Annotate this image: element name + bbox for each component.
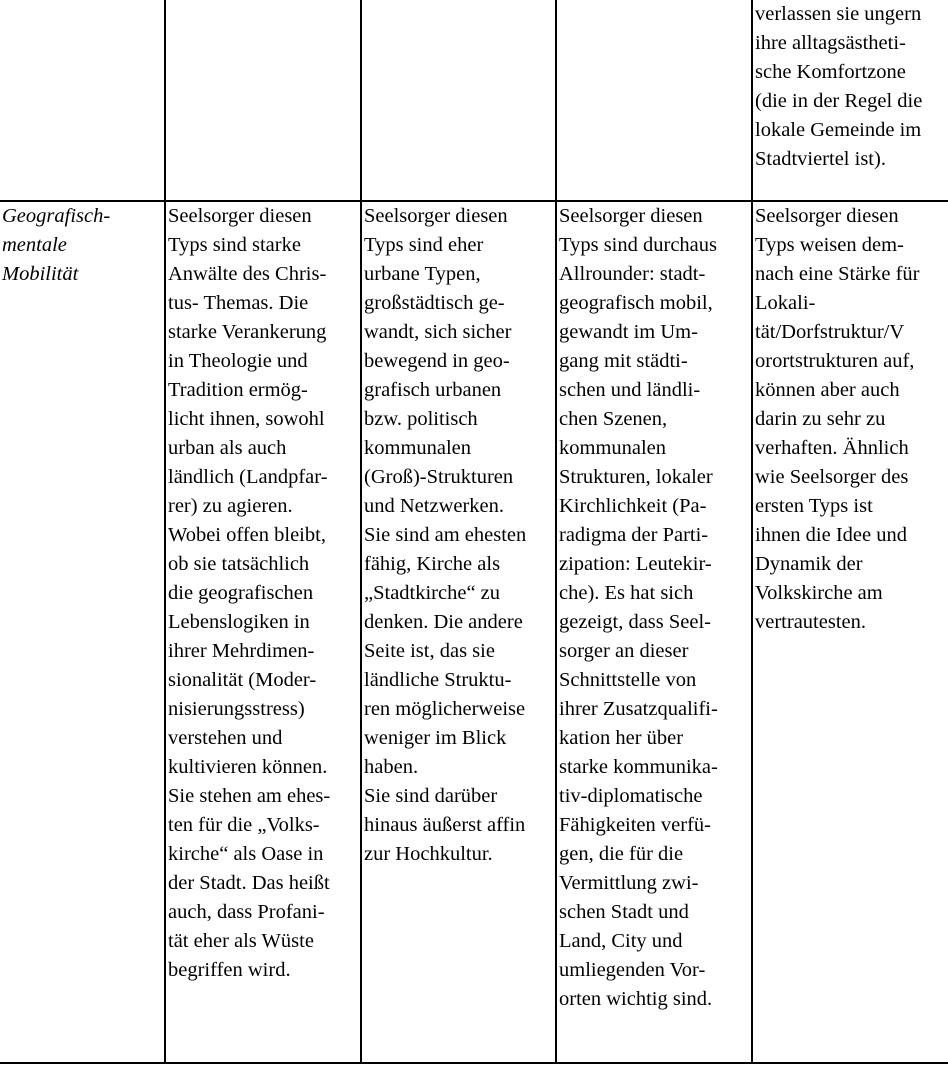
cell-top-col4 xyxy=(556,0,752,201)
cell-type1-text: Seelsorger diesen Typs sind starke Anwälte des Chris- tus- Themas. Die starke Verankerung in Theologie und Tradition ermög- licht ihnen, sowohl urban als auch ländlich (Landpfar- rer) zu agieren. Wobei offen bleibt, ob sie tatsächlich die geografischen Lebenslogiken in ihrer Mehrdimen- sionalität (Moder- nisierungsstress) verstehen und kultivieren können. Sie stehen am ehes- ten für die „Volks- kirche“ als Oase in der Stadt. Das heißt auch, dass Profani- tät eher als Wüste begriffen wird. xyxy=(165,201,361,1063)
cell-type2-text: Seelsorger diesen Typs sind eher urbane Typen, großstädtisch ge- wandt, sich sicher bewegend in geo- grafisch urbanen bzw. politisch kommunalen (Groß)-Strukturen und Netzwerken. Sie sind am ehesten fähig, Kirche als „Stadtkirche“ zu denken. Die andere Seite ist, das sie ländliche Struktu- ren möglicherweise weniger im Blick haben. Sie sind darüber hinaus äußerst affin zur Hochkultur. xyxy=(361,201,556,1063)
cell-top-col5: verlassen sie ungern ihre alltagsästheti- sche Komfortzone (die in der Regel die lokale Gemeinde im Stadtviertel ist). xyxy=(752,0,948,201)
cell-top-col3 xyxy=(361,0,556,201)
row-label-geografisch-mentale-mobilitaet: Geografisch- mentale Mobilität xyxy=(0,201,165,1063)
cell-type4-text: Seelsorger diesen Typs weisen dem- nach eine Stärke für Lokali- tät/Dorfstruktur/V orortstrukturen auf, können aber auch darin zu sehr zu verhaften. Ähnlich wie Seelsorger des ersten Typs ist ihnen die Idee und Dynamik der Volkskirche am vertrautesten. xyxy=(752,201,948,1063)
cell-type3-text: Seelsorger diesen Typs sind durchaus Allrounder: stadt- geografisch mobil, gewandt im Um- gang mit städti- schen und ländli- chen Szenen, kommunalen Strukturen, lokaler Kirchlichkeit (Pa- radigma der Parti- zipation: Leutekir- che). Es hat sich gezeigt, dass Seel- sorger an dieser Schnittstelle von ihrer Zusatzqualifi- kation her über starke kommunika- tiv-diplomatische Fähigkeiten verfü- gen, die für die Vermittlung zwi- schen Stadt und Land, City und umliegenden Vor- orten wichtig sind. xyxy=(556,201,752,1063)
cell-top-col2 xyxy=(165,0,361,201)
cell-top-col1 xyxy=(0,0,165,201)
table-row-continuation xyxy=(0,0,948,201)
table-row-mobility xyxy=(0,201,948,1063)
